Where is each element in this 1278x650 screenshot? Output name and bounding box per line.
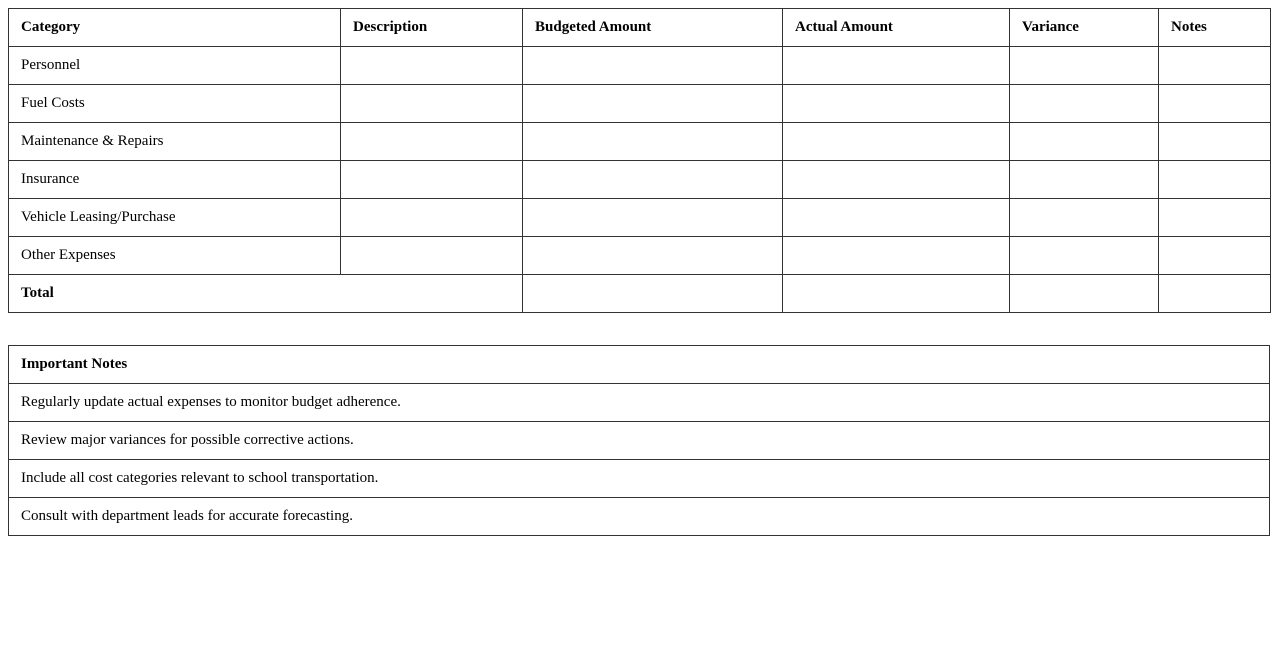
note-item: Regularly update actual expenses to monitor budget adherence. — [9, 384, 1270, 422]
variance-cell[interactable] — [1010, 161, 1159, 199]
table-row — [9, 199, 1271, 237]
variance-cell[interactable] — [1010, 85, 1159, 123]
notes-cell[interactable] — [1159, 199, 1271, 237]
category-cell: Personnel — [9, 47, 341, 85]
note-row — [9, 498, 1270, 536]
budgeted-cell[interactable] — [523, 85, 783, 123]
category-cell: Maintenance & Repairs — [9, 123, 341, 161]
budgeted-cell[interactable] — [523, 161, 783, 199]
budget-table — [8, 8, 1271, 313]
note-row — [9, 460, 1270, 498]
header-budgeted-amount: Budgeted Amount — [523, 9, 783, 47]
actual-cell[interactable] — [783, 85, 1010, 123]
variance-cell[interactable] — [1010, 199, 1159, 237]
actual-cell[interactable] — [783, 47, 1010, 85]
notes-cell[interactable] — [1159, 85, 1271, 123]
header-actual-amount: Actual Amount — [783, 9, 1010, 47]
category-cell: Fuel Costs — [9, 85, 341, 123]
notes-header-row — [9, 346, 1270, 384]
table-row — [9, 123, 1271, 161]
header-variance: Variance — [1010, 9, 1159, 47]
actual-cell[interactable] — [783, 123, 1010, 161]
description-cell[interactable] — [341, 237, 523, 275]
header-description: Description — [341, 9, 523, 47]
variance-cell[interactable] — [1010, 123, 1159, 161]
category-cell: Other Expenses — [9, 237, 341, 275]
header-category: Category — [9, 9, 341, 47]
table-row — [9, 161, 1271, 199]
category-cell: Vehicle Leasing/Purchase — [9, 199, 341, 237]
description-cell[interactable] — [341, 123, 523, 161]
description-cell[interactable] — [341, 161, 523, 199]
total-row — [9, 275, 1271, 313]
header-row — [9, 9, 1271, 47]
note-row — [9, 384, 1270, 422]
description-cell[interactable] — [341, 199, 523, 237]
note-row — [9, 422, 1270, 460]
notes-cell[interactable] — [1159, 161, 1271, 199]
note-item: Review major variances for possible corrective actions. — [9, 422, 1270, 460]
note-item: Consult with department leads for accurate forecasting. — [9, 498, 1270, 536]
notes-heading: Important Notes — [9, 346, 1270, 384]
actual-cell[interactable] — [783, 161, 1010, 199]
total-actual-cell[interactable] — [783, 275, 1010, 313]
table-row — [9, 237, 1271, 275]
notes-cell[interactable] — [1159, 47, 1271, 85]
total-label: Total — [9, 275, 523, 313]
budgeted-cell[interactable] — [523, 47, 783, 85]
description-cell[interactable] — [341, 85, 523, 123]
variance-cell[interactable] — [1010, 47, 1159, 85]
note-item: Include all cost categories relevant to school transportation. — [9, 460, 1270, 498]
notes-cell[interactable] — [1159, 237, 1271, 275]
variance-cell[interactable] — [1010, 237, 1159, 275]
budgeted-cell[interactable] — [523, 237, 783, 275]
table-row — [9, 47, 1271, 85]
total-budgeted-cell[interactable] — [523, 275, 783, 313]
actual-cell[interactable] — [783, 237, 1010, 275]
category-cell: Insurance — [9, 161, 341, 199]
important-notes-table — [8, 345, 1270, 536]
notes-cell[interactable] — [1159, 123, 1271, 161]
budgeted-cell[interactable] — [523, 123, 783, 161]
table-row — [9, 85, 1271, 123]
actual-cell[interactable] — [783, 199, 1010, 237]
description-cell[interactable] — [341, 47, 523, 85]
budgeted-cell[interactable] — [523, 199, 783, 237]
header-notes: Notes — [1159, 9, 1271, 47]
total-notes-cell[interactable] — [1159, 275, 1271, 313]
total-variance-cell[interactable] — [1010, 275, 1159, 313]
